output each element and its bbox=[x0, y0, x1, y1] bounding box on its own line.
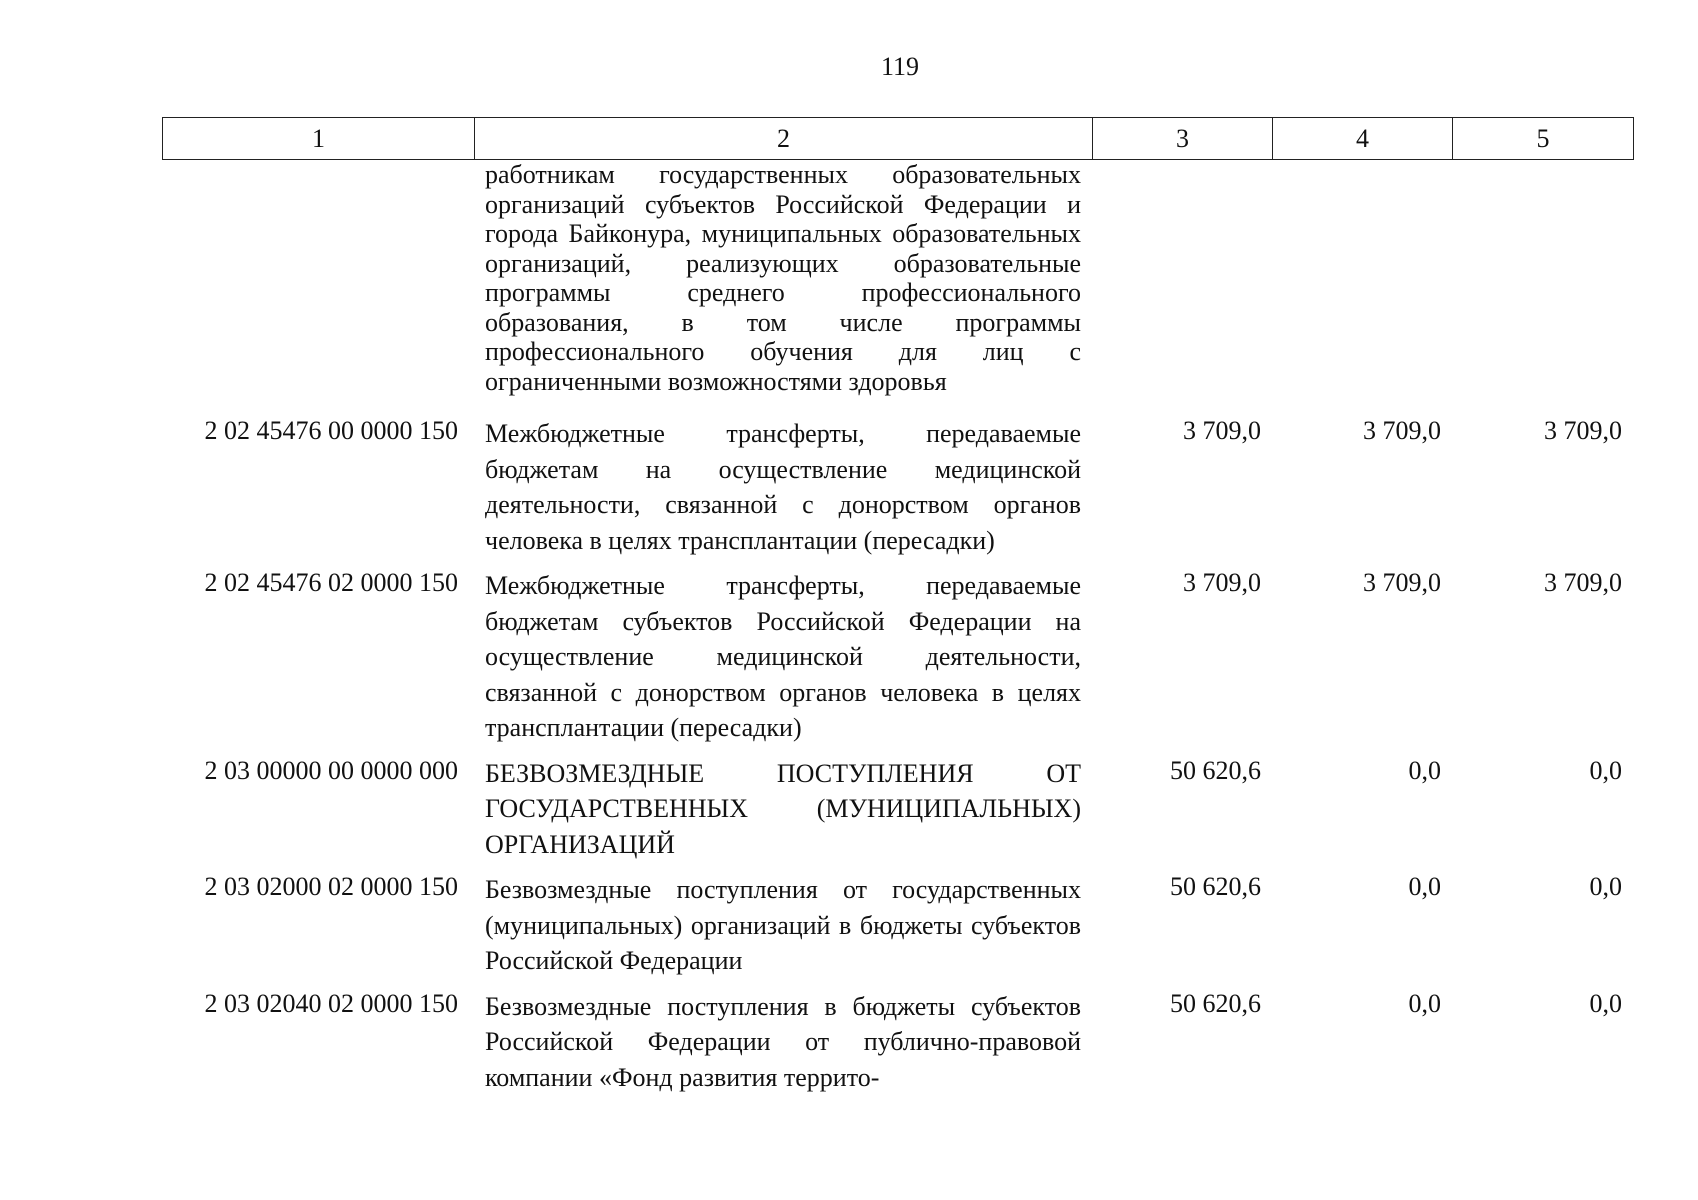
row-col5: 3 709,0 bbox=[1544, 568, 1622, 597]
row-col5: 0,0 bbox=[1589, 872, 1622, 901]
row-description: БЕЗВОЗМЕЗДНЫЕ ПОСТУПЛЕНИЯ ОТ ГОСУДАРСТВЕННЫХ (МУНИЦИПАЛЬНЫХ) ОРГАНИЗАЦИЙ bbox=[485, 758, 1081, 859]
row-code bbox=[162, 160, 474, 416]
row-col3: 3 709,0 bbox=[1183, 568, 1261, 597]
row-description: Безвозмездные поступления в бюджеты субъектов Российской Федерации от публично-правовой компании «Фонд развития террито- bbox=[485, 991, 1081, 1092]
row-col3: 50 620,6 bbox=[1170, 755, 1261, 785]
row-code: 2 02 45476 02 0000 150 bbox=[204, 568, 458, 597]
table-row bbox=[162, 568, 1633, 756]
row-col3: 50 620,6 bbox=[1170, 988, 1261, 1018]
row-description: Безвозмездные поступления от государственных (муниципальных) организаций в бюджеты субъектов Российской Федерации bbox=[485, 875, 1081, 975]
row-col5 bbox=[1452, 160, 1633, 416]
row-col4 bbox=[1272, 160, 1452, 416]
page-number bbox=[0, 52, 1698, 82]
page-number-text: 119 bbox=[880, 52, 920, 81]
header-col-5: 5 bbox=[1453, 118, 1634, 160]
row-col3 bbox=[1092, 160, 1272, 416]
header-row bbox=[163, 118, 1634, 160]
table-row-continuation bbox=[162, 160, 1633, 416]
table-body bbox=[162, 160, 1633, 1095]
header-col-1: 1 bbox=[163, 118, 475, 160]
row-description-cell bbox=[474, 160, 1092, 416]
row-col5: 0,0 bbox=[1589, 988, 1622, 1018]
row-description-cell bbox=[474, 568, 1092, 756]
row-col4: 3 709,0 bbox=[1363, 416, 1441, 445]
row-code: 2 03 00000 00 0000 000 bbox=[204, 755, 458, 785]
row-description-cell bbox=[474, 416, 1092, 568]
header-col-3: 3 bbox=[1093, 118, 1273, 160]
row-col4: 0,0 bbox=[1408, 872, 1441, 901]
row-description: Межбюджетные трансферты, передаваемые бюджетам субъектов Российской Федерации на осуществление медицинской деятельности, связанной с донорством органов человека в целях трансплантации (пересадки) bbox=[485, 571, 1081, 742]
row-code: 2 02 45476 00 0000 150 bbox=[204, 416, 458, 445]
row-description-cell bbox=[474, 989, 1092, 1096]
header-col-2: 2 bbox=[475, 118, 1093, 160]
row-description-cell bbox=[474, 756, 1092, 873]
table-row bbox=[162, 756, 1633, 873]
row-code: 2 03 02040 02 0000 150 bbox=[204, 988, 458, 1018]
table-row bbox=[162, 872, 1633, 989]
row-description-cell bbox=[474, 872, 1092, 989]
row-col5: 3 709,0 bbox=[1544, 416, 1622, 445]
table-row bbox=[162, 416, 1633, 568]
header-col-4: 4 bbox=[1273, 118, 1453, 160]
row-col5: 0,0 bbox=[1589, 755, 1622, 785]
row-col3: 50 620,6 bbox=[1170, 872, 1261, 901]
row-description: работникам государственных образовательных организаций субъектов Российской Федерации и города Байконура, муниципальных образовательных организаций, реализующих образовательные программы среднего профессионального образования, в том числе программы профессионального обучения для лиц с ограниченными возможностями здоровья bbox=[485, 160, 1081, 396]
row-code: 2 03 02000 02 0000 150 bbox=[204, 872, 458, 901]
table-header bbox=[162, 117, 1634, 160]
table-row bbox=[162, 989, 1633, 1096]
row-description: Межбюджетные трансферты, передаваемые бюджетам на осуществление медицинской деятельности, связанной с донорством органов человека в целях трансплантации (пересадки) bbox=[485, 419, 1081, 555]
row-col3: 3 709,0 bbox=[1183, 416, 1261, 445]
row-col4: 0,0 bbox=[1408, 755, 1441, 785]
row-col4: 3 709,0 bbox=[1363, 568, 1441, 597]
row-col4: 0,0 bbox=[1408, 988, 1441, 1018]
